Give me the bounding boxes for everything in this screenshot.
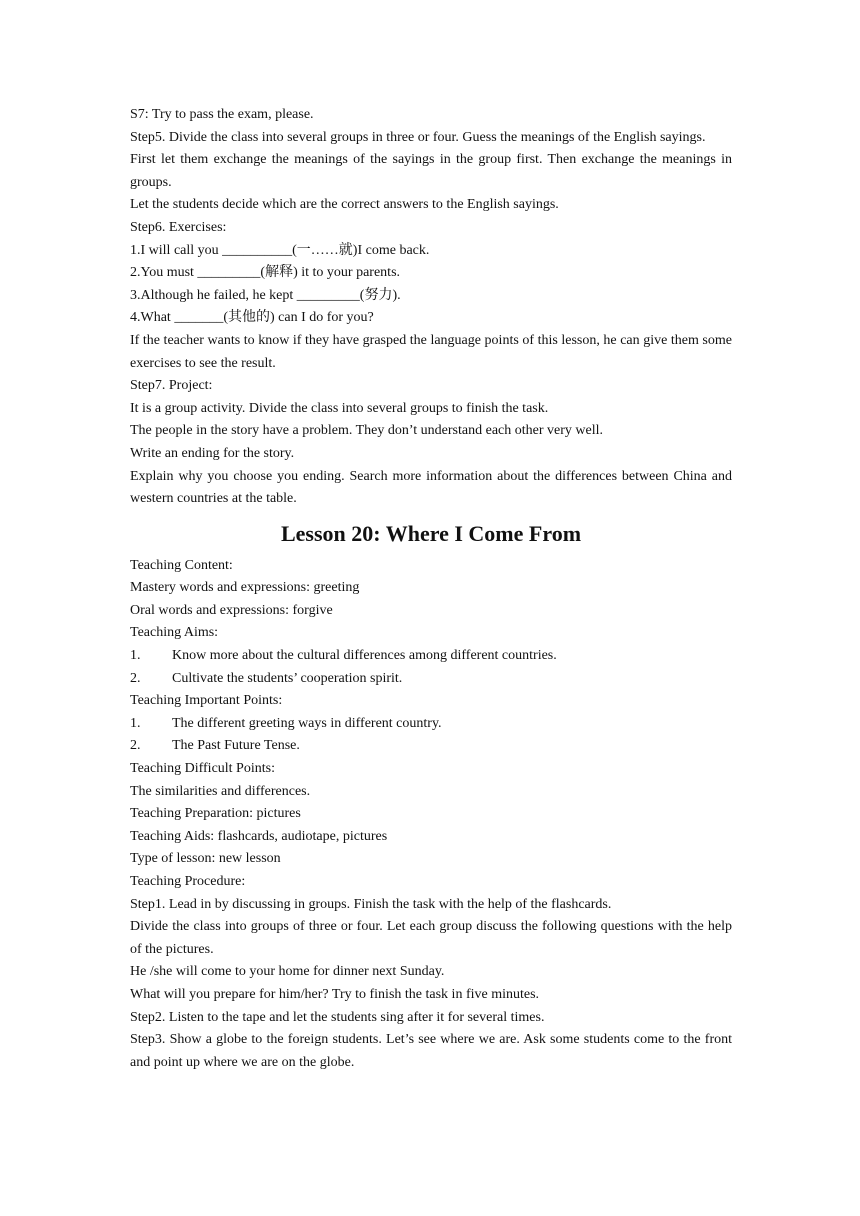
list-item bbox=[130, 735, 732, 758]
list-number: 1. bbox=[130, 715, 141, 731]
list-text: The Past Future Tense. bbox=[172, 738, 300, 754]
exercise-item: 3.Although he failed, he kept _________(努力). bbox=[130, 287, 401, 303]
step-heading: Step7. Project: bbox=[130, 378, 213, 394]
list-number: 2. bbox=[130, 670, 141, 686]
step-heading: Step6. Exercises: bbox=[130, 219, 227, 235]
text-line: Oral words and expressions: forgive bbox=[130, 602, 333, 618]
text-line: Mastery words and expressions: greeting bbox=[130, 580, 360, 596]
list-item bbox=[130, 713, 732, 736]
text-line: Write an ending for the story. bbox=[130, 445, 295, 461]
list-text: Cultivate the students’ cooperation spirit. bbox=[172, 670, 403, 686]
exercise-item: 4.What _______(其他的) can I do for you? bbox=[130, 310, 374, 326]
exercise-item: 2.You must _________(解释) it to your parents. bbox=[130, 265, 401, 281]
text-line: What will you prepare for him/her? Try to finish the task in five minutes. bbox=[130, 986, 540, 1002]
section-heading: Teaching Aims: bbox=[130, 625, 219, 641]
paragraph: First let them exchange the meanings of the sayings in the group first. Then exchange the meanings in groups. bbox=[130, 152, 732, 190]
paragraph: Explain why you choose you ending. Search more information about the differences between China and western countries at the table. bbox=[130, 468, 732, 507]
text-line: Let the students decide which are the correct answers to the English sayings. bbox=[130, 197, 559, 213]
text-line: S7: Try to pass the exam, please. bbox=[130, 107, 314, 122]
list-text: The different greeting ways in different country. bbox=[172, 715, 442, 731]
paragraph: Step5. Divide the class into several groups in three or four. Guess the meanings of the English sayings. bbox=[130, 129, 706, 145]
list-text: Know more about the cultural differences among different countries. bbox=[172, 648, 557, 664]
list-item bbox=[130, 645, 732, 668]
paragraph: Step3. Show a globe to the foreign students. Let’s see where we are. Ask some students come to the front and point up where we are on the globe. bbox=[130, 1032, 732, 1070]
list-number: 1. bbox=[130, 648, 141, 664]
section-heading: Teaching Difficult Points: bbox=[130, 761, 275, 777]
text-line: The people in the story have a problem. They don’t understand each other very well. bbox=[130, 423, 603, 439]
text-line: The similarities and differences. bbox=[130, 783, 311, 799]
text-line: Teaching Aids: flashcards, audiotape, pictures bbox=[130, 828, 388, 844]
text-line: Teaching Preparation: pictures bbox=[130, 806, 301, 822]
paragraph: If the teacher wants to know if they have grasped the language points of this lesson, he can give them some exercises to see the result. bbox=[130, 332, 732, 371]
document-page bbox=[130, 104, 732, 1074]
exercise-item: 1.I will call you __________(一……就)I come back. bbox=[130, 242, 430, 258]
section-heading: Teaching Content: bbox=[130, 557, 233, 573]
text-line: Type of lesson: new lesson bbox=[130, 851, 281, 867]
section-heading: Teaching Important Points: bbox=[130, 693, 283, 709]
text-line: It is a group activity. Divide the class into several groups to finish the task. bbox=[130, 400, 549, 416]
lesson-title: Lesson 20: Where I Come From bbox=[280, 520, 582, 546]
step-heading: Step1. Lead in by discussing in groups. Finish the task with the help of the flashcards. bbox=[130, 896, 612, 912]
list-item bbox=[130, 668, 732, 691]
paragraph: Divide the class into groups of three or four. Let each group discuss the following questions with the help of the pictures. bbox=[130, 919, 732, 957]
list-number: 2. bbox=[130, 738, 141, 754]
text-line: He /she will come to your home for dinner next Sunday. bbox=[130, 964, 445, 980]
section-heading: Teaching Procedure: bbox=[130, 874, 246, 889]
step-heading: Step2. Listen to the tape and let the students sing after it for several times. bbox=[130, 1009, 545, 1025]
